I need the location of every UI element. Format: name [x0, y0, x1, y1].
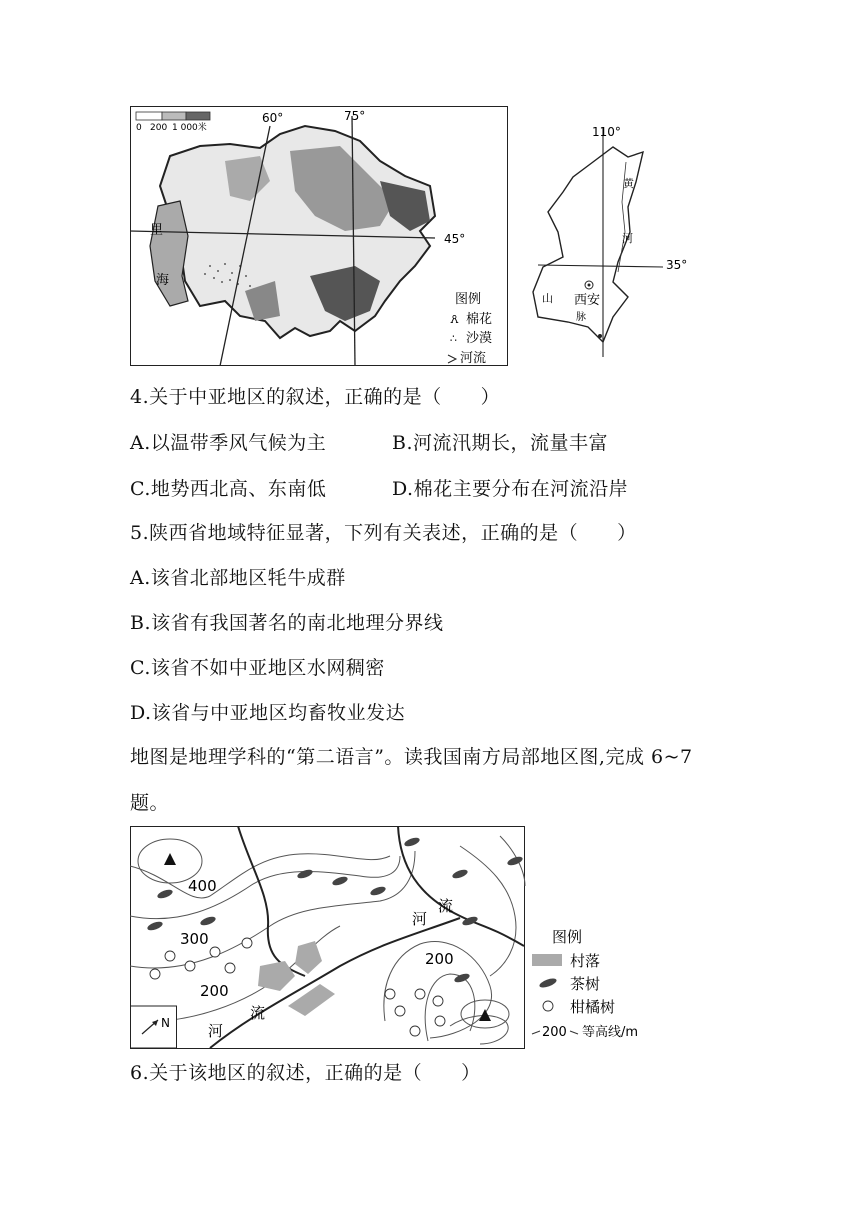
- central-asia-map: [130, 106, 508, 366]
- svg-text:60°: 60°: [262, 111, 284, 125]
- svg-text:里: 里: [150, 223, 164, 238]
- svg-text:200: 200: [425, 950, 454, 968]
- question-5-option-c: C.该省不如中亚地区水网稠密: [130, 657, 385, 679]
- svg-text:沙漠: 沙漠: [466, 331, 493, 346]
- svg-text:110°: 110°: [592, 125, 621, 139]
- svg-text:图例: 图例: [552, 928, 583, 946]
- svg-text:脉: 脉: [576, 312, 586, 323]
- question-5-option-d: D.该省与中亚地区均畜牧业发达: [130, 702, 406, 724]
- question-4-option-a: A.以温带季风气候为主: [130, 432, 327, 454]
- svg-text:黄: 黄: [623, 177, 634, 190]
- north-arrow: [131, 1006, 177, 1048]
- svg-text:1 000米: 1 000米: [172, 123, 207, 133]
- svg-text:400: 400: [188, 877, 217, 895]
- svg-text:茶树: 茶树: [570, 975, 601, 993]
- svg-text:200: 200: [150, 123, 168, 133]
- svg-text:75°: 75°: [344, 109, 366, 123]
- svg-text:图例: 图例: [455, 292, 482, 307]
- svg-text:等高线/m: 等高线/m: [582, 1025, 639, 1040]
- question-4-option-c: C.地势西北高、东南低: [130, 478, 327, 500]
- svg-text:45°: 45°: [444, 232, 466, 246]
- svg-text:河: 河: [622, 232, 633, 245]
- svg-text:海: 海: [156, 273, 170, 288]
- svg-text:0: 0: [136, 123, 142, 133]
- contour-map: [130, 826, 700, 1051]
- svg-text:200: 200: [200, 982, 229, 1000]
- svg-text:棉花: 棉花: [466, 312, 493, 327]
- intro-text-line1: 地图是地理学科的“第二语言”。读我国南方局部地区图,完成 6~7: [130, 746, 693, 768]
- svg-text:村落: 村落: [570, 952, 601, 970]
- svg-text:N: N: [161, 1016, 170, 1030]
- svg-text:柑橘树: 柑橘树: [570, 998, 616, 1016]
- svg-text:200: 200: [542, 1025, 567, 1040]
- question-6-stem: 6.关于该地区的叙述，正确的是（ ）: [130, 1062, 481, 1084]
- intro-text-line2: 题。: [130, 792, 170, 814]
- svg-text:300: 300: [180, 930, 209, 948]
- svg-text:35°: 35°: [666, 258, 688, 272]
- svg-text:山: 山: [542, 292, 553, 305]
- map3-legend: [532, 928, 638, 1040]
- question-4-option-b: B.河流汛期长，流量丰富: [392, 432, 609, 454]
- question-4-option-d: D.棉花主要分布在河流沿岸: [392, 478, 629, 500]
- svg-text:∴: ∴: [450, 332, 457, 345]
- svg-text:河: 河: [208, 1022, 224, 1040]
- svg-text:西安: 西安: [574, 293, 601, 308]
- svg-text:流: 流: [438, 897, 454, 915]
- question-5-stem: 5.陕西省地域特征显著，下列有关表述，正确的是（ ）: [130, 522, 637, 544]
- svg-text:流: 流: [250, 1004, 266, 1022]
- svg-text:河: 河: [412, 910, 428, 928]
- question-5-option-a: A.该省北部地区牦牛成群: [130, 567, 346, 589]
- question-5-option-b: B.该省有我国著名的南北地理分界线: [130, 612, 444, 634]
- question-4-stem: 4.关于中亚地区的叙述，正确的是（ ）: [130, 386, 501, 408]
- svg-text:河流: 河流: [460, 351, 487, 366]
- svg-text:🜶: 🜶: [450, 313, 459, 326]
- shaanxi-map: [518, 122, 698, 362]
